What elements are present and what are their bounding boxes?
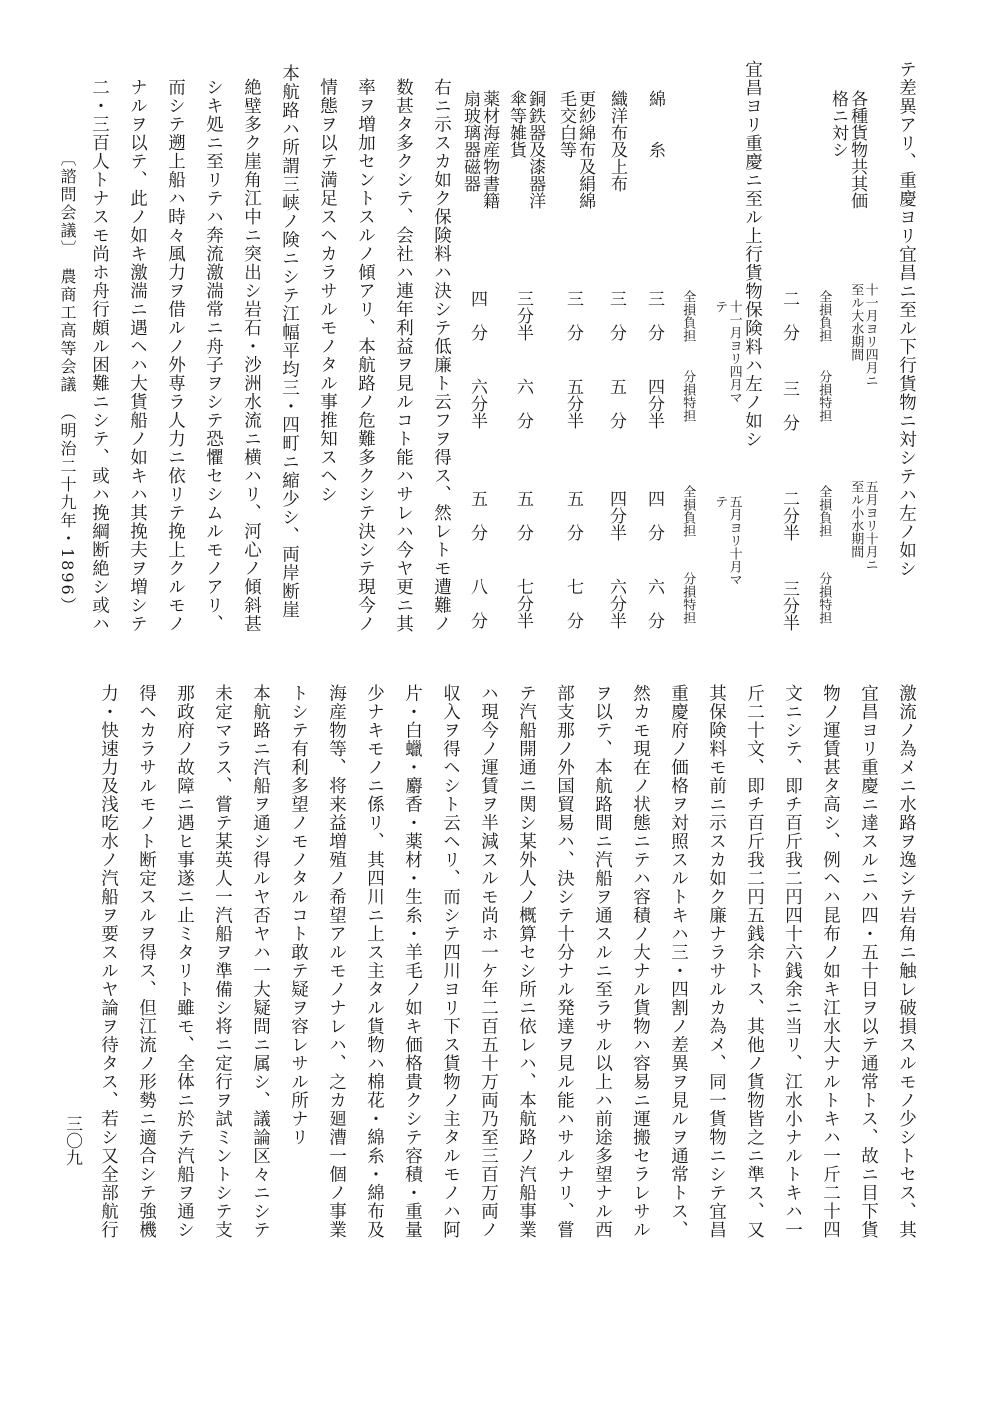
goods-value: 五 分 (467, 490, 487, 541)
table2-subheader: 分損特担 (680, 370, 696, 422)
lower-line: 少ナキモノニ係リ、其四川ニ上ス主タル貨物ハ棉花・綿糸・綿布及 (364, 684, 385, 1239)
table1-header-b: 五月ヨリ十月ニ 至ル小水期間 (848, 480, 878, 571)
table2-subheader: 全損負担 (680, 290, 696, 342)
upper-line-1: テ差異アリ、重慶ヨリ宜昌ニ至ル下行貨物ニ対シテハ左ノ如シ (896, 60, 917, 578)
goods-value: 四 分 (644, 490, 664, 541)
lower-line: 重慶府ノ価格ヲ対照スルトキハ三・四割ノ差異ヲ見ルヲ通常トス、 (668, 684, 689, 1239)
lower-line: ハ現今ノ運賃ヲ半減スルモ尚ホ一ケ年二百五十万両乃至三百万両ノ (478, 684, 499, 1239)
lower-line: 宜昌ヨリ重慶ニ達スルニハ四・五十日ヲ以テ通常トス、故ニ目下貨 (858, 684, 879, 1239)
goods-value: 五 分 (606, 378, 626, 429)
goods-value: 六 分 (513, 378, 533, 429)
goods-value: 六分半 (467, 378, 487, 429)
page-number: 三〇九 (62, 1115, 82, 1166)
goods-value: 三分半 (513, 290, 533, 341)
goods-value: 五分半 (563, 378, 583, 429)
goods-name: 薬材海産物書籍 扇玻璃器磁器 (460, 90, 500, 209)
lower-line: 部支那ノ外国貿易ハ、決シテ十分ナル発達ヲ見ル能ハサルナリ、嘗 (554, 684, 575, 1239)
goods-value: 四分半 (644, 378, 664, 429)
goods-value: 三 分 (563, 290, 583, 341)
table2-header-c: 十一月ヨリ四月マ テ (712, 300, 742, 404)
lower-line: 文ニシテ、即チ百斤我二円四十六銭余ニ当リ、江水小ナルトキハ一 (782, 684, 803, 1239)
lower-line: テ汽船開通ニ関シ某外人ノ概算セシ所ニ依レハ、本航路ノ汽船事業 (516, 684, 537, 1239)
body-line: 二・三百人トナスモ尚ホ舟行頗ル困難ニシテ、或ハ挽綱断絶シ或ハ (89, 78, 110, 633)
table1-subheader: 全損負担 (816, 485, 832, 537)
table1-subheader: 分損特担 (816, 370, 832, 422)
table1-header-a: 十一月ヨリ四月ニ 至ル大水期間 (848, 283, 878, 387)
goods-value: 三 分 (644, 290, 664, 341)
body-line: 而シテ遡上船ハ時々風力ヲ借ルノ外専ラ人力ニ依リテ挽上クルモノ (165, 78, 186, 633)
goods-name: 綿 糸 (645, 90, 666, 158)
lower-line: 然カモ現在ノ状態ニテハ容積ノ大ナル貨物ハ容易ニ運搬セラレサル (630, 684, 651, 1239)
table1-cell: 三 分 (779, 380, 799, 431)
lower-line: 海産物等、将来益増殖ノ希望アルモノナレハ、之カ廻漕一個ノ事業 (326, 684, 347, 1239)
lower-line: 物ノ運賃甚タ高シ、例ヘハ昆布ノ如キ江水大ナルトキハ一斤二十四 (820, 684, 841, 1239)
goods-name: 更紗綿布及絹綿 毛交白等 (556, 90, 596, 209)
body-line: ナルヲ以テ、此ノ如キ激湍ニ遇ヘハ大貨船ノ如キハ其挽夫ヲ増シテ (127, 78, 148, 633)
body-line: 絶壁多ク崖角江中ニ突出シ岩石・沙洲水流ニ横ハリ、河心ノ傾斜甚 (241, 78, 262, 633)
body-line: 右ニ示スカ如ク保険料ハ決シテ低廉ト云フヲ得ス、然レトモ遭難ノ (431, 78, 452, 633)
goods-value: 八 分 (467, 578, 487, 629)
goods-value: 六 分 (644, 578, 664, 629)
lower-line: 那政府ノ故障ニ遇ヒ事遂ニ止ミタリト雖モ、全体ニ於テ汽船ヲ通シ (174, 684, 195, 1239)
table1-cell: 二 分 (779, 290, 799, 341)
goods-value: 四分半 (606, 490, 626, 541)
goods-value: 四 分 (467, 290, 487, 341)
lower-line: 其保険料モ前ニ示スカ如ク廉ナラサルカ為メ、同一貨物ニシテ宜昌 (706, 684, 727, 1239)
table2-subheader: 全損負担 (680, 485, 696, 537)
body-line: シキ処ニ至リテハ奔流激湍常ニ舟子ヲシテ恐懼セシムルモノアリ、 (203, 78, 224, 633)
lower-line: トシテ有利多望ノモノタルコト敢テ疑ヲ容レサル所ナリ (288, 684, 309, 1147)
table2-subheader: 分損特担 (680, 572, 696, 624)
lower-line: 得ヘカラサルモノト断定スルヲ得ス、但江流ノ形勢ニ適合シテ強機 (136, 684, 157, 1239)
body-line: 数甚タ多クシテ、会社ハ連年利益ヲ見ルコト能ハサレハ今ヤ更ニ其 (393, 78, 414, 633)
lower-line: 力・快速力及浅吃水ノ汽船ヲ要スルヤ論ヲ待タス、若シ又全部航行 (98, 684, 119, 1239)
upper-line-2: 宜昌ヨリ重慶ニ至ル上行貨物保険料ハ左ノ如シ (742, 60, 763, 449)
running-footer: 〔諮問会議〕 農商工高等会議 （明治二十九年・1896） (58, 150, 77, 615)
table2-header-d: 五月ヨリ十月マ テ (712, 495, 742, 586)
table1-row-label: 各種貨物共其価 格ニ対シ (828, 90, 868, 209)
goods-name: 織洋布及上布 (607, 90, 628, 192)
goods-value: 七 分 (563, 578, 583, 629)
body-line: 情態ヲ以テ満足スヘカラサルモノタル事推知スヘシ (317, 78, 338, 504)
goods-value: 三 分 (606, 290, 626, 341)
lower-line: 収入ヲ得ヘシト云ヘリ、而シテ四川ヨリ下ス貨物ノ主タルモノハ阿 (440, 684, 461, 1239)
body-line: 本航路ハ所謂三峡ノ険ニシテ江幅平均三・四町ニ縮少シ、両岸断崖 (279, 64, 300, 619)
lower-line: 未定マラス、嘗テ某英人一汽船ヲ準備シ将ニ定行ヲ試ミントシテ支 (212, 684, 233, 1239)
body-line: 率ヲ増加セントスルノ傾アリ、本航路ノ危難多クシテ決シテ現今ノ (355, 78, 376, 633)
table1-cell: 三分半 (779, 580, 799, 631)
lower-line: 片・白蠟・麝香・薬材・生糸・羊毛ノ如キ価格貴クシテ容積・重量 (402, 684, 423, 1239)
lower-line: 斤二十文、即チ百斤我二円五銭余トス、其他ノ貨物皆之ニ準ス、又 (744, 684, 765, 1239)
lower-line: 本航路ニ汽船ヲ通シ得ルヤ否ヤハ一大疑問ニ属シ、議論区々ニシテ (250, 684, 271, 1239)
lower-line: ヲ以テ、本航路間ニ汽船ヲ通スルニ至ラサル以上ハ前途多望ナル西 (592, 684, 613, 1239)
goods-value: 六分半 (606, 578, 626, 629)
goods-value: 五 分 (513, 490, 533, 541)
goods-name: 銅鉄器及漆器洋 傘等雑貨 (506, 90, 546, 209)
lower-line: 激流ノ為メニ水路ヲ逸シテ岩角ニ触レ破損スルモノ少シトセス、其 (896, 684, 917, 1239)
table1-subheader: 分損特担 (816, 572, 832, 624)
goods-value: 七分半 (513, 578, 533, 629)
table1-subheader: 全損負担 (816, 290, 832, 342)
goods-value: 五 分 (563, 490, 583, 541)
table1-cell: 二分半 (779, 490, 799, 541)
